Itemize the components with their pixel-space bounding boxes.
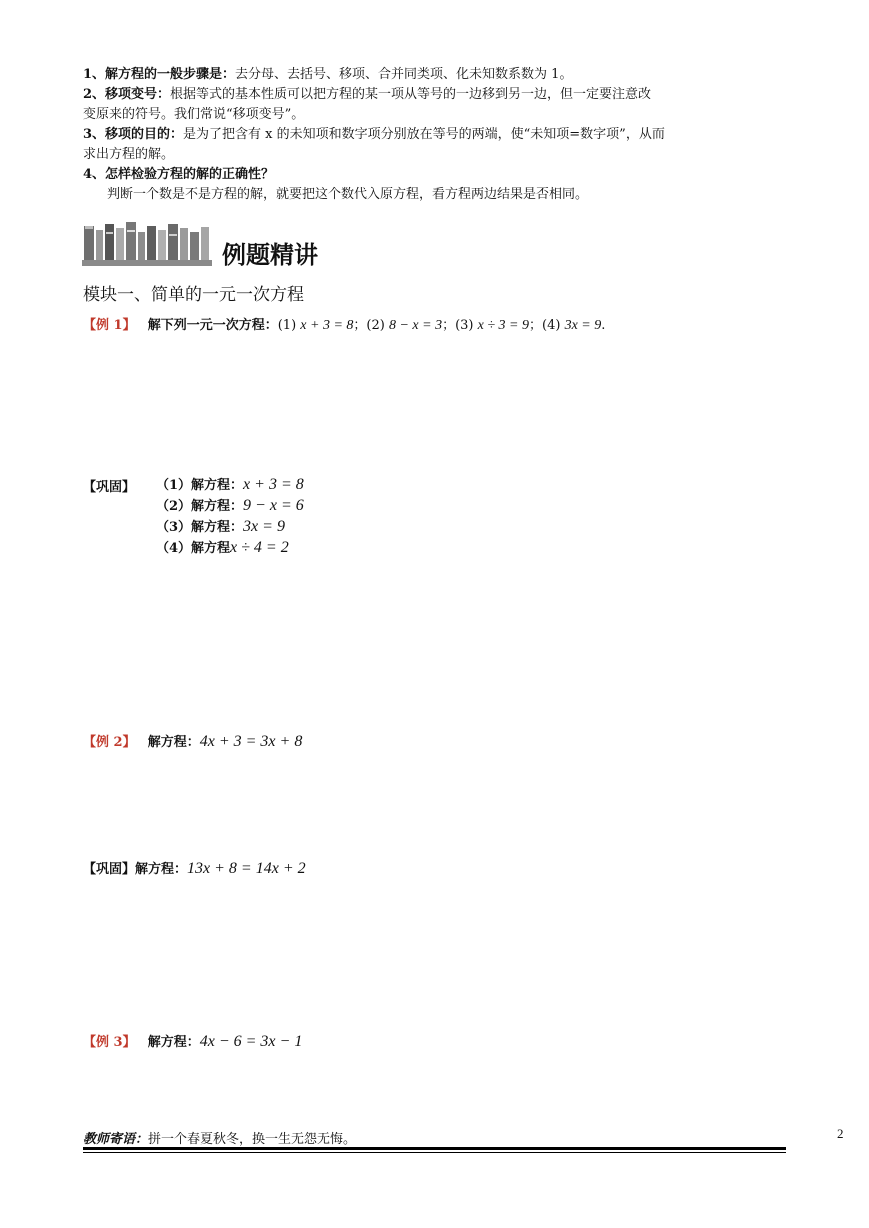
footer-rule-thick bbox=[83, 1147, 786, 1150]
page-number: 2 bbox=[837, 1126, 844, 1141]
practice-1-item-3-label: （3）解方程： bbox=[156, 520, 244, 535]
point-4-text: 判断一个数是不是方程的解，就要把这个数代入原方程，看方程两边结果是否相同。 bbox=[107, 187, 589, 202]
point-2-cont: 变原来的符号。我们常说“移项变号”。 bbox=[83, 107, 305, 122]
example-1-s3: ；(4) bbox=[529, 318, 561, 333]
example-1-tag: 【例 1】 bbox=[83, 318, 136, 333]
practice-2-tag: 【巩固】 bbox=[83, 862, 136, 877]
example-1-eq1: x + 3 = 8 bbox=[300, 318, 354, 333]
practice-1-item-4-label: （4）解方程 bbox=[156, 541, 231, 556]
point-2-text: 根据等式的基本性质可以把方程的某一项从等号的一边移到另一边，但一定要注意改 bbox=[170, 87, 652, 102]
example-1-prompt: 解下列一元一次方程： bbox=[147, 318, 278, 333]
point-1-text: 去分母、去括号、移项、合并同类项、化未知数系数为 1。 bbox=[235, 67, 573, 82]
example-2-tag: 【例 2】 bbox=[83, 735, 136, 750]
example-3-prompt: 解方程： bbox=[147, 1035, 200, 1050]
point-2-label: 2、移项变号： bbox=[83, 87, 171, 102]
banner-title: 例题精讲 bbox=[222, 241, 318, 269]
point-2 bbox=[83, 83, 651, 102]
footer-rule-thin bbox=[83, 1152, 786, 1153]
practice-1-item-2 bbox=[156, 495, 304, 515]
example-3-tag: 【例 3】 bbox=[83, 1035, 136, 1050]
practice-1-item-2-label: （2）解方程： bbox=[156, 499, 244, 514]
footer-label: 教师寄语： bbox=[83, 1132, 149, 1147]
example-1-eq2: 8 − x = 3 bbox=[388, 318, 443, 333]
point-4-label: 4、怎样检验方程的解的正确性？ bbox=[83, 167, 275, 182]
footer-text: 拼一个春夏秋冬，换一生无怨无悔。 bbox=[148, 1132, 357, 1147]
practice-2-prompt: 解方程： bbox=[135, 862, 188, 877]
example-1-s2: ；(3) bbox=[442, 318, 474, 333]
point-3-text: 是为了把含有 x 的未知项和数字项分别放在等号的两端，使“未知项=数字项”，从而 bbox=[183, 127, 665, 142]
example-1-p1: (1) bbox=[277, 318, 297, 333]
example-3-eq: 4x − 6 = 3x − 1 bbox=[199, 1033, 303, 1050]
point-1-label: 1、解方程的一般步骤是： bbox=[83, 67, 236, 82]
practice-1-item-3-eq: 3x = 9 bbox=[243, 518, 285, 535]
module-title: 模块一、简单的一元一次方程 bbox=[83, 285, 304, 304]
example-3 bbox=[83, 1031, 302, 1051]
example-1 bbox=[83, 314, 605, 334]
example-1-eq4: 3x = 9 bbox=[564, 318, 602, 333]
point-1 bbox=[83, 63, 572, 82]
practice-2-eq: 13x + 8 = 14x + 2 bbox=[187, 860, 306, 877]
example-1-end: . bbox=[601, 318, 606, 333]
example-1-eq3: x ÷ 3 = 9 bbox=[477, 318, 529, 333]
practice-1-item-1 bbox=[156, 474, 304, 494]
example-2-prompt: 解方程： bbox=[147, 735, 200, 750]
practice-1-item-4-eq: x ÷ 4 = 2 bbox=[230, 539, 289, 556]
practice-2 bbox=[83, 858, 306, 878]
practice-1-item-2-eq: 9 − x = 6 bbox=[243, 497, 304, 514]
point-3-cont: 求出方程的解。 bbox=[83, 147, 175, 162]
example-2 bbox=[83, 731, 302, 751]
practice-1-item-1-label: （1）解方程： bbox=[156, 478, 244, 493]
point-3 bbox=[83, 123, 665, 142]
example-1-s1: ；(2) bbox=[353, 318, 385, 333]
point-3-label: 3、移项的目的： bbox=[83, 127, 184, 142]
practice-1-item-1-eq: x + 3 = 8 bbox=[243, 476, 304, 493]
books-icon bbox=[82, 218, 214, 268]
example-2-eq: 4x + 3 = 3x + 8 bbox=[199, 733, 303, 750]
footer-motto bbox=[83, 1128, 356, 1147]
practice-1-item-4 bbox=[156, 537, 289, 557]
practice-1-item-3 bbox=[156, 516, 285, 536]
practice-1-tag: 【巩固】 bbox=[83, 480, 136, 495]
